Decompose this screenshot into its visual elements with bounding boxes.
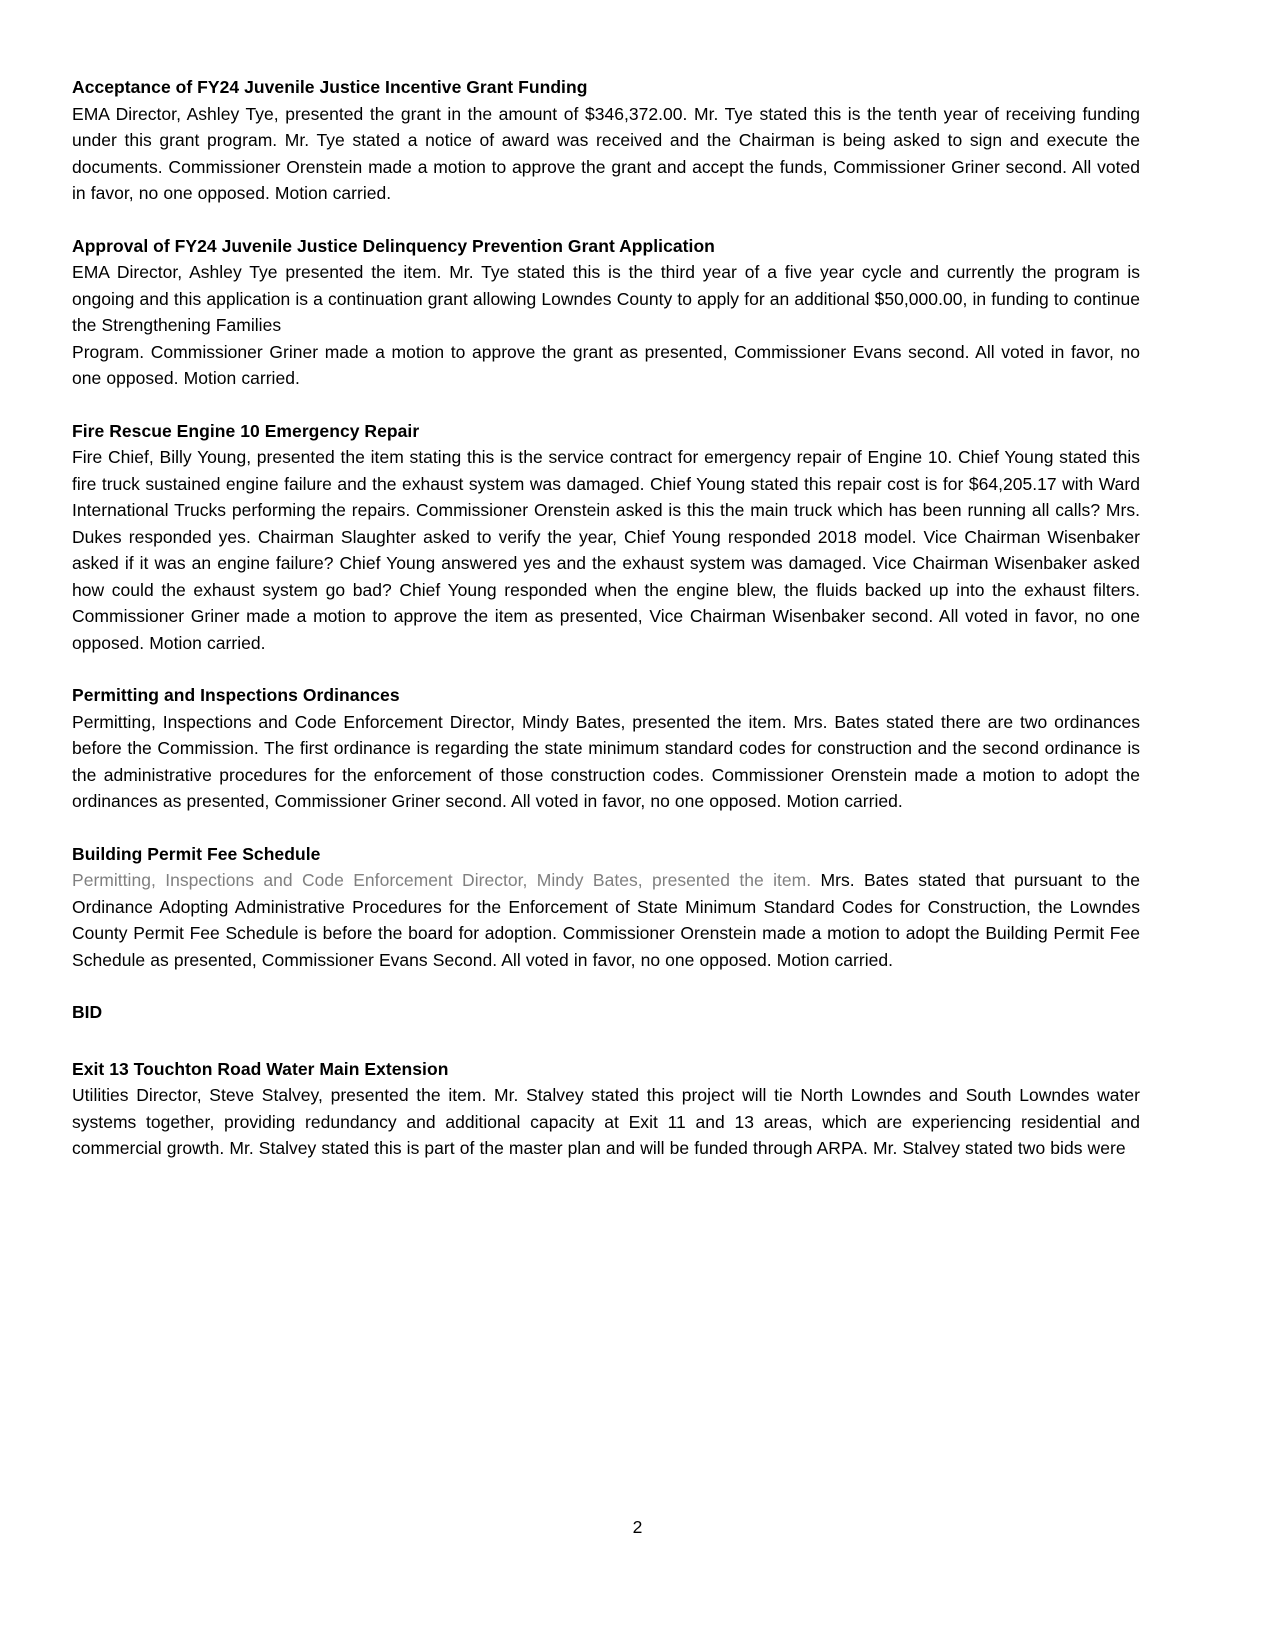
- section-body-normal-run: Mrs. Bates stated that pursuant to the Ordinance Adopting Administrative Procedures for the Enforcement of State Minimum Standard Codes for Construction, the Lowndes County Permit Fee Schedule is before the board for adoption. Commissioner Orenstein made a motion to adopt the Building Permit Fee Schedule as presented, Commissioner Evans Second. All voted in favor, no one opposed. Motion carried.: [72, 870, 1140, 970]
- section-body: Permitting, Inspections and Code Enforcement Director, Mindy Bates, presented the item. Mrs. Bates stated there are two ordinances before the Commission. The first ordinance is regarding the state minimum standard codes for construction and the second ordinance is the administrative procedures for the enforcement of those construction codes. Commissioner Orenstein made a motion to adopt the ordinances as presented, Commissioner Griner second. All voted in favor, no one opposed. Motion carried.: [72, 711, 1140, 811]
- section-building-permit-fee-schedule: [72, 841, 1140, 974]
- section-exit-13-touchton-road-water-main-extension: [72, 1056, 1140, 1162]
- section-permitting-and-inspections-ordinances: [72, 682, 1140, 815]
- section-heading: Approval of FY24 Juvenile Justice Delinquency Prevention Grant Application: [72, 235, 715, 256]
- section-heading: Building Permit Fee Schedule: [72, 843, 321, 864]
- section-body-part-two: Program. Commissioner Griner made a motion to approve the grant as presented, Commissioner Evans second. All voted in favor, no one opposed. Motion carried.: [72, 341, 1140, 388]
- section-juvenile-justice-delinquency-prevention-grant: [72, 233, 1140, 392]
- section-body-muted-run: Permitting, Inspections and Code Enforcement Director, Mindy Bates, presented the item.: [72, 870, 821, 890]
- section-body: [72, 867, 1140, 973]
- section-heading: Permitting and Inspections Ordinances: [72, 685, 400, 705]
- section-body: Fire Chief, Billy Young, presented the item stating this is the service contract for emergency repair of Engine 10. Chief Young stated this fire truck sustained engine failure and the exhaust system was damaged. Chief Young stated this repair cost is for $64,205.17 with Ward International Trucks performing the repairs. Commissioner Orenstein asked is this the main truck which has been running all calls? Mrs. Dukes responded yes. Chairman Slaughter asked to verify the year, Chief Young responded 2018 model. Vice Chairman Wisenbaker asked if it was an engine failure? Chief Young answered yes and the exhaust system was damaged. Vice Chairman Wisenbaker asked how could the exhaust system go bad? Chief Young responded when the engine blew, the fluids backed up into the exhaust filters. Commissioner Griner made a motion to approve the item as presented, Vice Chairman Wisenbaker second. All voted in favor, no one opposed. Motion carried.: [72, 447, 1140, 653]
- bid-group-label: [72, 999, 1140, 1026]
- page-number: 2: [632, 1517, 643, 1537]
- section-heading: Acceptance of FY24 Juvenile Justice Incentive Grant Funding: [72, 77, 588, 97]
- section-juvenile-justice-incentive-grant: [72, 74, 1140, 207]
- section-heading: Exit 13 Touchton Road Water Main Extension: [72, 1058, 449, 1079]
- section-body: Utilities Director, Steve Stalvey, presented the item. Mr. Stalvey stated this project will tie North Lowndes and South Lowndes water systems together, providing redundancy and additional capacity at Exit 11 and 13 areas, which are experiencing residential and commercial growth. Mr. Stalvey stated this is part of the master plan and will be funded through ARPA. Mr. Stalvey stated two bids were: [72, 1085, 1140, 1158]
- section-fire-rescue-engine-10-emergency-repair: [72, 418, 1140, 657]
- section-body: EMA Director, Ashley Tye, presented the grant in the amount of $346,372.00. Mr. Tye stated this is the tenth year of receiving funding under this grant program. Mr. Tye stated a notice of award was received and the Chairman is being asked to sign and execute the documents. Commissioner Orenstein made a motion to approve the grant and accept the funds, Commissioner Griner second. All voted in favor, no one opposed. Motion carried.: [72, 103, 1140, 203]
- page-content: [72, 74, 1140, 1162]
- bid-label-text: BID: [72, 1002, 103, 1022]
- section-heading: Fire Rescue Engine 10 Emergency Repair: [72, 420, 420, 441]
- section-body-part-one: EMA Director, Ashley Tye presented the item. Mr. Tye stated this is the third year of a five year cycle and currently the program is ongoing and this application is a continuation grant allowing Lowndes County to apply for an additional $50,000.00, in funding to continue the Strengthening Families: [72, 262, 1140, 335]
